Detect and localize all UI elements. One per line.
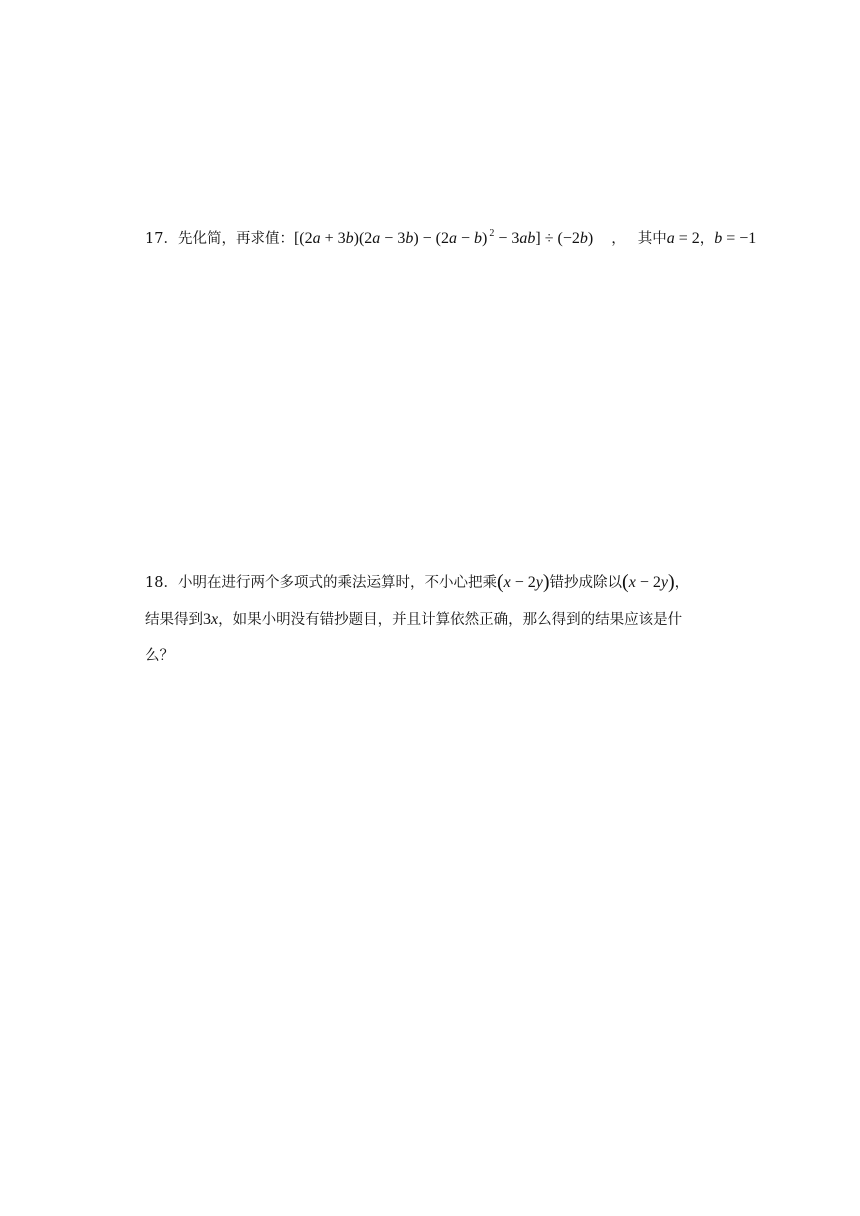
question-18-expression-1: (x − 2y) <box>496 571 550 593</box>
question-18-text-3: 结果得到 <box>145 612 203 628</box>
question-18-text-5: 么？ <box>145 648 174 664</box>
question-18-text-4: ，如果小明没有错抄题目，并且计算依然正确，那么得到的结果应该是什 <box>218 612 683 628</box>
question-18-expression-2: (x − 2y) <box>622 571 675 593</box>
question-17-condition-a: a = 2 <box>666 230 700 247</box>
question-17-text: 先化简，再求值： <box>177 231 294 247</box>
question-17-condition-separator: ， <box>699 231 715 247</box>
question-17-condition-b: b = −1 <box>714 230 757 247</box>
question-18-line-1-end: ， <box>674 575 690 591</box>
question-18-expression-3: 3x <box>203 611 219 628</box>
question-18-line-2 <box>145 610 682 630</box>
question-18-line-1 <box>145 572 689 593</box>
question-18-number: 18． <box>145 575 178 591</box>
question-17-expression: [(2a + 3b)(2a − 3b) − (2a − b) $^2$ − 3ab] ÷ (−2b) <box>293 228 594 247</box>
question-18-text-2: 错抄成除以 <box>549 575 623 591</box>
question-17 <box>145 224 756 249</box>
question-17-number: 17． <box>145 231 178 247</box>
question-18-line-3 <box>145 646 174 666</box>
question-17-condition-prefix: 其中 <box>637 231 667 247</box>
question-17-separator: ， <box>611 231 626 247</box>
question-18-text-1: 小明在进行两个多项式的乘法运算时，不小心把乘 <box>177 575 497 591</box>
